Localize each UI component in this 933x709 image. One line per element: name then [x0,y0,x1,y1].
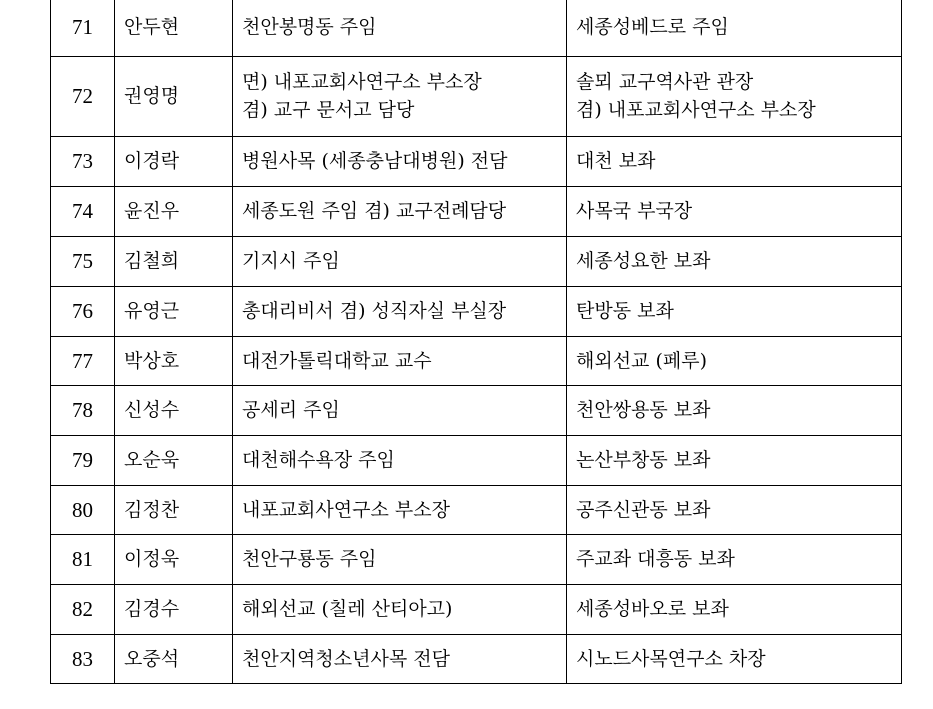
new-post [567,336,902,385]
row-number: 80 [51,485,115,534]
new-post-line: 탄방동 보좌 [576,300,674,322]
row-number: 71 [51,0,115,56]
new-post [567,435,902,485]
row-number: 83 [51,634,115,683]
previous-post-line: 공세리 주임 [242,399,340,421]
table-row [51,435,902,485]
previous-post-line: 천안봉명동 주임 [242,16,377,39]
previous-post-line: 천안지역청소년사목 전담 [242,647,450,670]
priest-name: 윤진우 [115,186,233,236]
row-number: 74 [51,186,115,236]
previous-post [233,385,567,435]
row-number: 72 [51,56,115,136]
priest-name: 안두현 [115,0,233,56]
table-row [51,584,902,634]
row-number: 79 [51,435,115,485]
previous-post-line: 기지시 주임 [242,250,340,272]
previous-post [233,485,567,534]
table-row [51,0,902,56]
row-number: 81 [51,534,115,584]
previous-post [233,236,567,286]
priest-name: 오순욱 [115,435,233,485]
new-post-line: 공주신관동 보좌 [576,498,711,521]
previous-post-line: 총대리비서 겸) 성직자실 부실장 [242,300,507,322]
new-post-line: 세종성요한 보좌 [576,250,711,272]
priest-name: 김정찬 [115,485,233,534]
table-row [51,485,902,534]
previous-post-line: 대전가톨릭대학교 교수 [242,349,432,372]
new-post [567,186,902,236]
table-row [51,385,902,435]
new-post-line: 주교좌 대흥동 보좌 [576,548,735,570]
new-post [567,286,902,336]
priest-name: 오중석 [115,634,233,683]
priest-name: 이정욱 [115,534,233,584]
table-row [51,236,902,286]
new-post [567,136,902,186]
new-post [567,236,902,286]
priest-name: 김경수 [115,584,233,634]
previous-post-line: 대천해수욕장 주임 [242,449,395,471]
previous-post [233,336,567,385]
priest-name: 박상호 [115,336,233,385]
previous-post [233,56,567,136]
previous-post [233,584,567,634]
row-number: 76 [51,286,115,336]
new-post-line: 세종성베드로 주임 [576,16,729,39]
new-post [567,485,902,534]
table-row [51,634,902,683]
row-number: 82 [51,584,115,634]
new-post-line: 해외선교 (페루) [576,349,707,372]
new-post [567,385,902,435]
previous-post [233,634,567,683]
table-row [51,186,902,236]
priest-name: 권영명 [115,56,233,136]
new-post [567,634,902,683]
new-post-line: 겸) 내포교회사연구소 부소장 [576,99,816,121]
previous-post [233,0,567,56]
row-number: 75 [51,236,115,286]
row-number: 77 [51,336,115,385]
previous-post-line: 해외선교 (칠레 산티아고) [242,598,453,620]
new-post [567,56,902,136]
previous-post-line: 병원사목 (세종충남대병원) 전담 [242,150,508,172]
new-post-line: 시노드사목연구소 차장 [576,647,766,670]
table-row [51,336,902,385]
assignment-table [50,0,902,684]
new-post [567,0,902,56]
table-row [51,286,902,336]
previous-post [233,286,567,336]
row-number: 73 [51,136,115,186]
previous-post-line: 천안구룡동 주임 [242,548,377,570]
table-row [51,534,902,584]
previous-post [233,186,567,236]
new-post-line: 세종성바오로 보좌 [576,598,729,620]
previous-post [233,435,567,485]
previous-post-line: 내포교회사연구소 부소장 [242,498,450,521]
new-post [567,534,902,584]
new-post-line: 솔뫼 교구역사관 관장 [576,71,754,93]
priest-name: 이경락 [115,136,233,186]
table-row [51,56,902,136]
new-post [567,584,902,634]
priest-name: 유영근 [115,286,233,336]
previous-post-line: 세종도원 주임 겸) 교구전례담당 [242,200,507,222]
previous-post [233,136,567,186]
previous-post-line: 면) 내포교회사연구소 부소장 [242,71,482,93]
row-number: 78 [51,385,115,435]
new-post-line: 천안쌍용동 보좌 [576,399,711,421]
table-row [51,136,902,186]
priest-name: 김철희 [115,236,233,286]
new-post-line: 논산부창동 보좌 [576,449,711,471]
new-post-line: 대천 보좌 [576,150,656,172]
new-post-line: 사목국 부국장 [576,200,693,222]
previous-post [233,534,567,584]
priest-name: 신성수 [115,385,233,435]
assignment-table-body [51,0,902,683]
previous-post-line: 겸) 교구 문서고 담당 [242,99,415,121]
